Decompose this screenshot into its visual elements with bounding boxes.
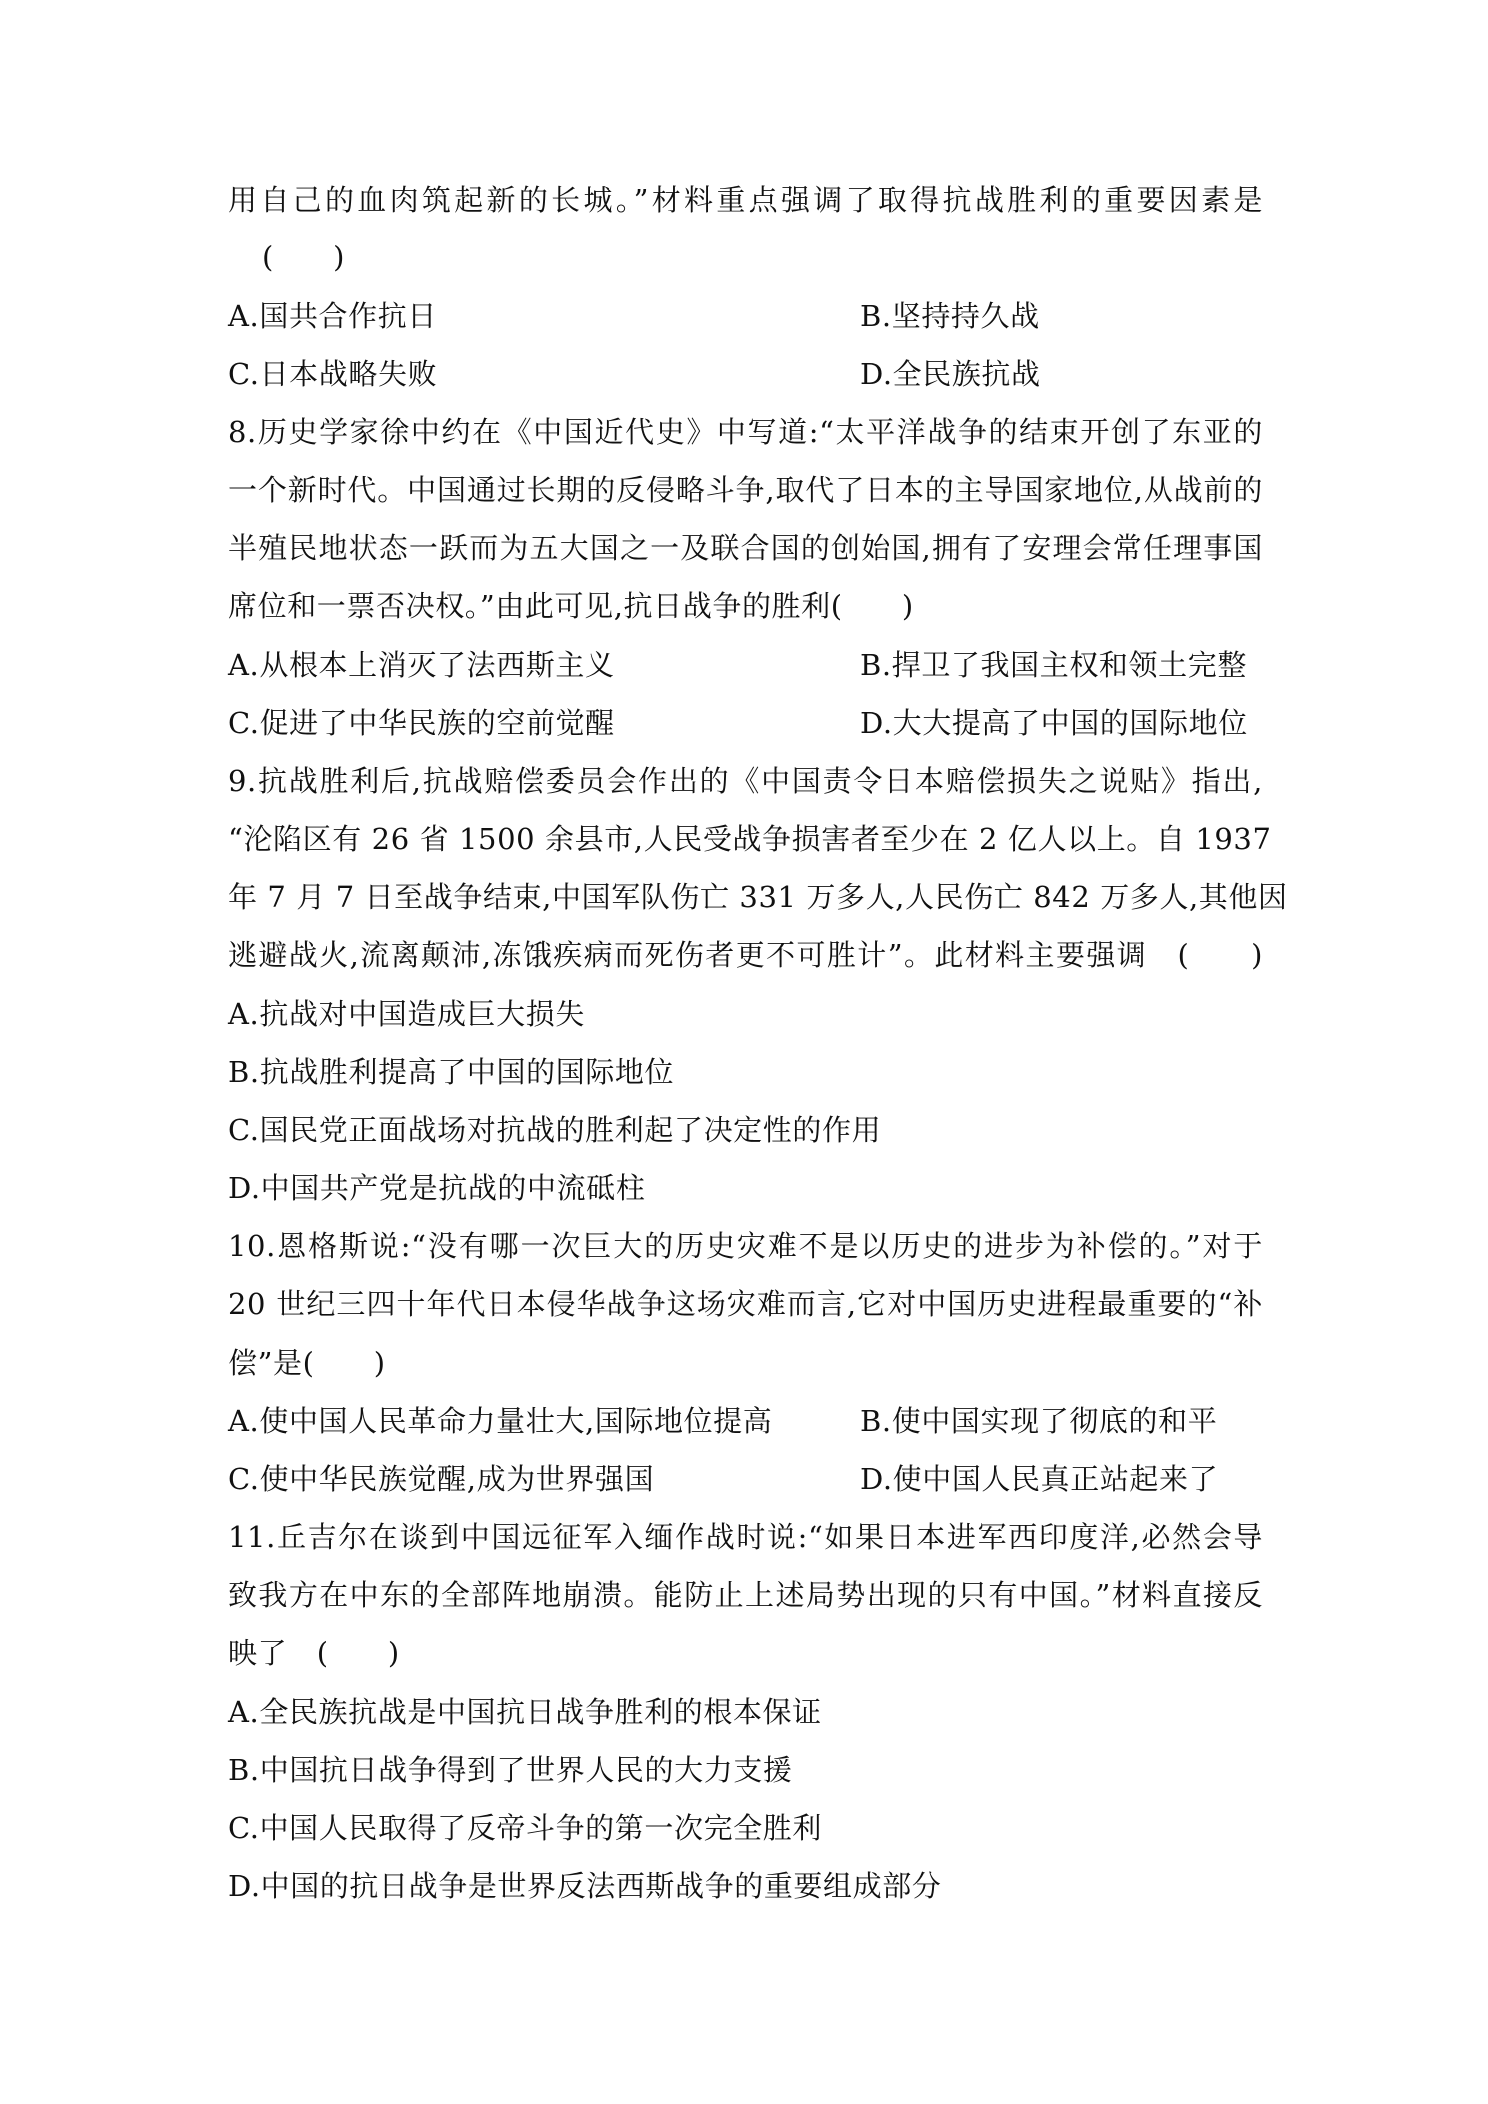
q11-stem-line-3: 映了 ( ) — [228, 1636, 400, 1670]
q9-option-c: C.国民党正面战场对抗战的胜利起了决定性的作用 — [228, 1113, 882, 1147]
q8-stem-line-2: 一个新时代。中国通过长期的反侵略斗争,取代了日本的主导国家地位,从战前的 — [228, 473, 1263, 507]
q8-option-d: D.大大提高了中国的国际地位 — [860, 706, 1248, 740]
q11-option-d: D.中国的抗日战争是世界反法西斯战争的重要组成部分 — [228, 1869, 942, 1903]
q10-option-d: D.使中国人民真正站起来了 — [860, 1462, 1219, 1496]
q9-stem-line-1: 9.抗战胜利后,抗战赔偿委员会作出的《中国责令日本赔偿损失之说贴》指出, — [228, 764, 1263, 798]
q10-option-b: B.使中国实现了彻底的和平 — [860, 1404, 1218, 1438]
q11-option-b: B.中国抗日战争得到了世界人民的大力支援 — [228, 1753, 793, 1787]
q10-stem-line-3: 偿”是( ) — [228, 1346, 386, 1380]
q7-option-d: D.全民族抗战 — [860, 357, 1041, 391]
q8-stem-line-4: 席位和一票否决权。”由此可见,抗日战争的胜利( ) — [228, 589, 914, 623]
q8-option-a: A.从根本上消灭了法西斯主义 — [228, 648, 615, 682]
q11-stem-line-2: 致我方在中东的全部阵地崩溃。能防止上述局势出现的只有中国。”材料直接反 — [228, 1578, 1263, 1612]
q10-stem-line-1: 10.恩格斯说:“没有哪一次巨大的历史灾难不是以历史的进步为补偿的。”对于 — [228, 1229, 1263, 1263]
q9-stem-line-4: 逃避战火,流离颠沛,冻饿疾病而死伤者更不可胜计”。此材料主要强调 ( ) — [228, 938, 1263, 972]
q10-option-a: A.使中国人民革命力量壮大,国际地位提高 — [228, 1404, 773, 1438]
q7-option-a: A.国共合作抗日 — [228, 299, 437, 333]
q8-option-c: C.促进了中华民族的空前觉醒 — [228, 706, 615, 740]
q9-option-b: B.抗战胜利提高了中国的国际地位 — [228, 1055, 675, 1089]
q9-option-d: D.中国共产党是抗战的中流砥柱 — [228, 1171, 646, 1205]
q8-stem-line-1: 8.历史学家徐中约在《中国近代史》中写道:“太平洋战争的结束开创了东亚的 — [228, 415, 1263, 449]
q10-option-c: C.使中华民族觉醒,成为世界强国 — [228, 1462, 655, 1496]
q11-option-a: A.全民族抗战是中国抗日战争胜利的根本保证 — [228, 1695, 822, 1729]
q7-option-b: B.坚持持久战 — [860, 299, 1040, 333]
q9-stem-line-2: “沦陷区有 26 省 1500 余县市,人民受战争损害者至少在 2 亿人以上。自 1937 — [228, 822, 1272, 856]
q7-stem-line: 用自己的血肉筑起新的长城。”材料重点强调了取得抗战胜利的重要因素是 — [228, 183, 1263, 217]
q7-answer-bracket: ( ) — [262, 240, 346, 274]
q9-option-a: A.抗战对中国造成巨大损失 — [228, 997, 585, 1031]
q9-stem-line-3: 年 7 月 7 日至战争结束,中国军队伤亡 331 万多人,人民伤亡 842 万多人,其他因 — [228, 880, 1288, 914]
q8-stem-line-3: 半殖民地状态一跃而为五大国之一及联合国的创始国,拥有了安理会常任理事国 — [228, 531, 1263, 565]
q7-option-c: C.日本战略失败 — [228, 357, 438, 391]
q11-option-c: C.中国人民取得了反帝斗争的第一次完全胜利 — [228, 1811, 822, 1845]
q8-option-b: B.捍卫了我国主权和领土完整 — [860, 648, 1247, 682]
q11-stem-line-1: 11.丘吉尔在谈到中国远征军入缅作战时说:“如果日本进军西印度洋,必然会导 — [228, 1520, 1263, 1554]
q10-stem-line-2: 20 世纪三四十年代日本侵华战争这场灾难而言,它对中国历史进程最重要的“补 — [228, 1287, 1263, 1321]
